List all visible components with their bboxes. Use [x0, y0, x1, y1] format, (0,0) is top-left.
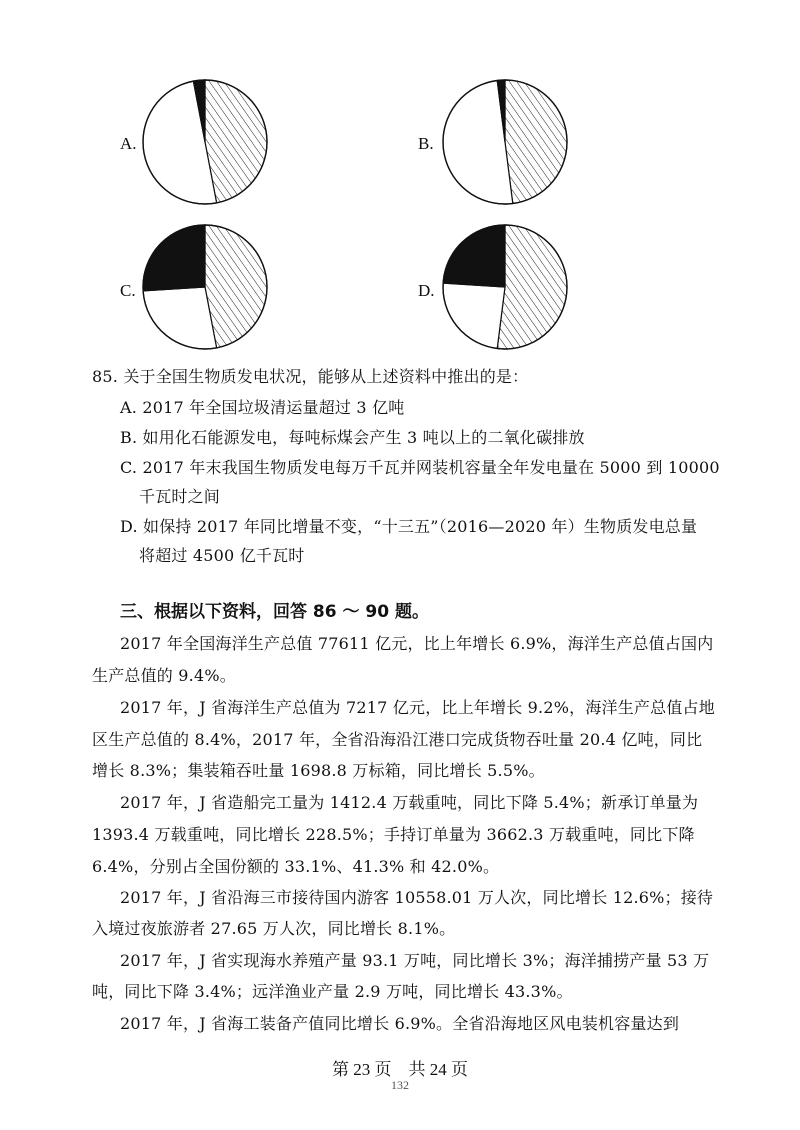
page-number: 132: [391, 1078, 409, 1092]
paragraph-line: 生产总值的 9.4%。: [92, 666, 236, 685]
pie-slice-white: [143, 287, 216, 349]
q85-option-c-line2: 千瓦时之间: [139, 487, 221, 506]
q85-option-c-line1: C. 2017 年末我国生物质发电每万千瓦并网装机容量全年发电量在 5000 到 10000: [120, 458, 720, 477]
paragraph-line: 2017 年，J 省沿海三市接待国内游客 10558.01 万人次，同比增长 12.6%；接待: [120, 888, 714, 907]
paragraph-line: 2017 年，J 省海工装备产值同比增长 6.9%。全省沿海地区风电装机容量达到: [120, 1014, 680, 1033]
pie-slice-hatched: [205, 225, 267, 348]
paragraph-line: 2017 年，J 省造船完工量为 1412.4 万载重吨，同比下降 5.4%；新承订单量为: [120, 793, 699, 812]
q85-option-d-line1: D. 如保持 2017 年同比增量不变，“十三五”（2016—2020 年）生物质发电总量: [120, 517, 698, 536]
paragraph-line: 1393.4 万载重吨，同比增长 228.5%；手持订单量为 3662.3 万载重吨，同比下降: [92, 825, 695, 844]
q85-option-d-line2: 将超过 4500 亿千瓦时: [139, 546, 305, 565]
pie-slice-white: [443, 283, 505, 348]
option-label-c: C.: [120, 281, 136, 300]
option-label-b: B.: [418, 134, 434, 153]
paragraph-line: 2017 年，J 省海洋生产总值为 7217 亿元，比上年增长 9.2%，海洋生产总值占地: [120, 698, 715, 717]
pie-slice-black: [143, 225, 205, 291]
pie-slice-hatched: [497, 225, 567, 349]
q85-option-a: A. 2017 年全国垃圾清运量超过 3 亿吨: [120, 398, 405, 417]
pie-slice-hatched: [505, 80, 567, 204]
paragraph-line: 6.4%，分别占全国份额的 33.1%、41.3% 和 42.0%。: [92, 857, 500, 876]
paragraph-line: 区生产总值的 8.4%，2017 年，全省沿海沿江港口完成货物吞吐量 20.4 亿吨，同比: [92, 730, 703, 749]
question-85: 85. 关于全国生物质发电状况，能够从上述资料中推出的是：: [92, 367, 529, 386]
pie-chart-c: [140, 222, 270, 352]
pie-slice-hatched: [205, 80, 267, 203]
q85-option-b: B. 如用化石能源发电，每吨标煤会产生 3 吨以上的二氧化碳排放: [120, 428, 585, 447]
paragraph-line: 2017 年，J 省实现海水养殖产量 93.1 万吨，同比增长 3%；海洋捕捞产量 53 万: [120, 951, 710, 970]
paragraph-line: 2017 年全国海洋生产总值 77611 亿元，比上年增长 6.9%，海洋生产总值占国内: [120, 634, 714, 653]
pie-slice-black: [443, 225, 505, 287]
page-footer: 第 23 页 共 24 页: [332, 1060, 468, 1079]
pie-chart-b: [440, 77, 570, 207]
paragraph-line: 入境过夜旅游者 27.65 万人次，同比增长 8.1%。: [92, 919, 456, 938]
pie-chart-d: [440, 222, 570, 352]
section-heading: 三、根据以下资料，回答 86 ～ 90 题。: [120, 602, 429, 622]
option-label-a: A.: [120, 134, 137, 153]
option-label-d: D.: [418, 281, 435, 300]
paragraph-line: 增长 8.3%；集装箱吞吐量 1698.8 万标箱，同比增长 5.5%。: [92, 761, 545, 780]
pie-chart-a: [140, 77, 270, 207]
paragraph-line: 吨，同比下降 3.4%；远洋渔业产量 2.9 万吨，同比增长 43.3%。: [92, 982, 573, 1001]
